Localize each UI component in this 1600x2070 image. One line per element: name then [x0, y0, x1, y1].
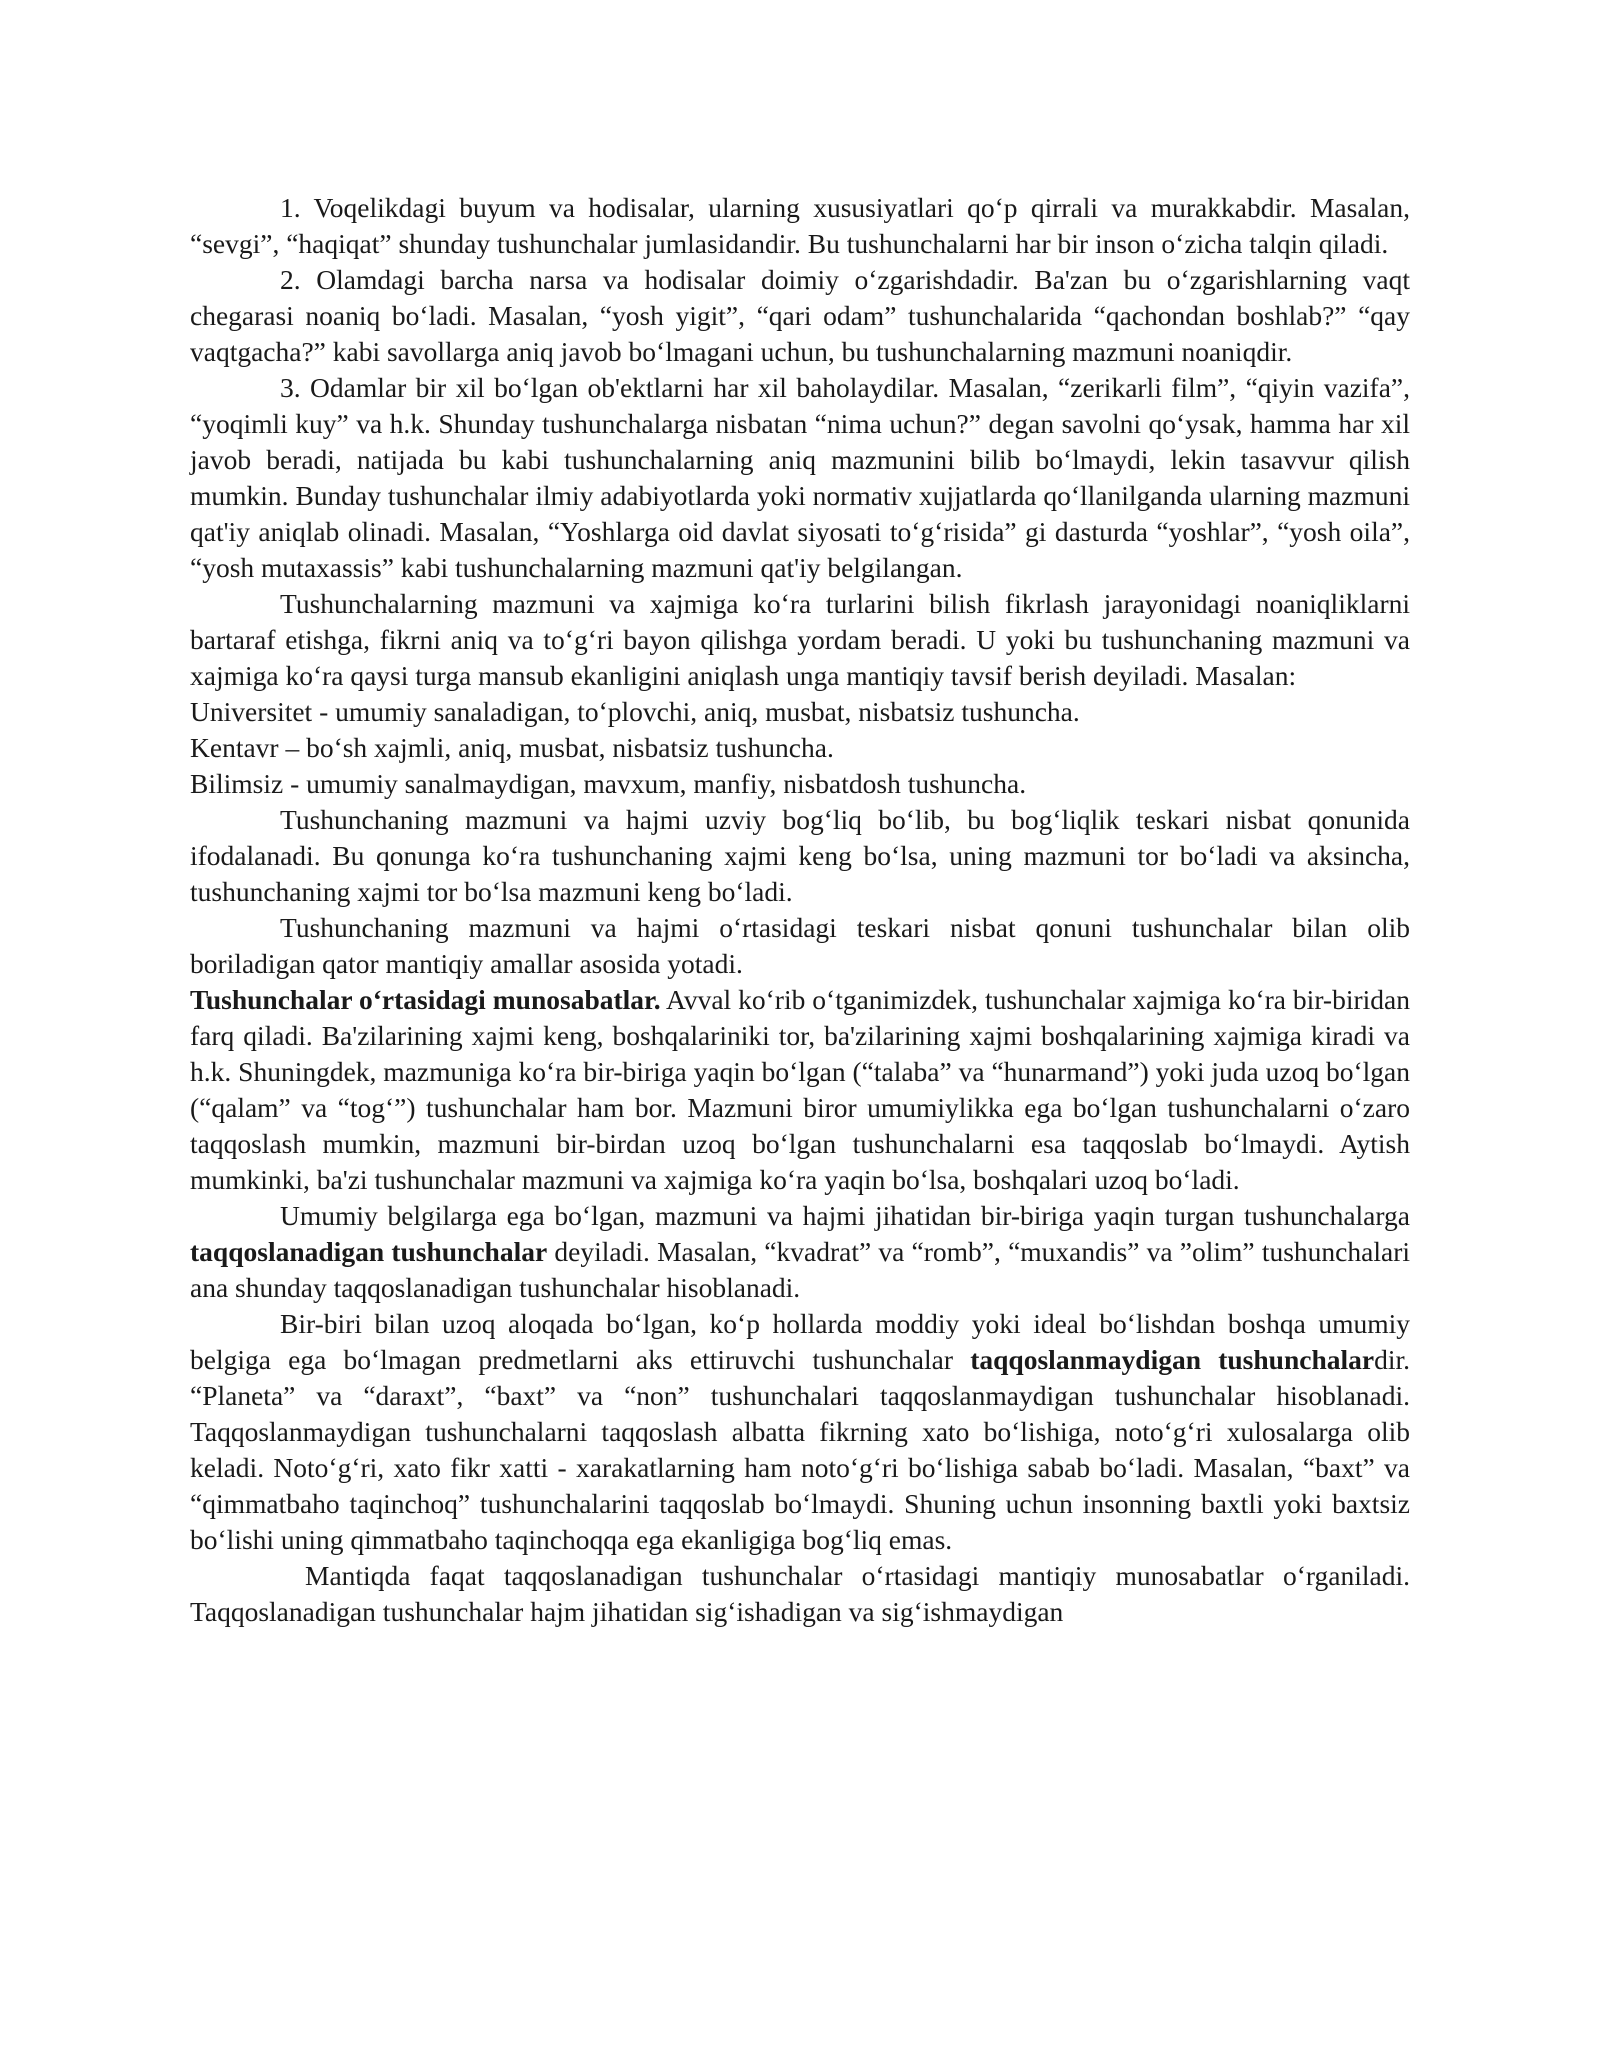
paragraph-3: 3. Odamlar bir xil bo‘lgan ob'ektlarni har xil baholaydilar. Masalan, “zerikarli film”, “qiyin vazifa”, “yoqimli kuy” va h.k. Shunday tushunchalarga nisbatan “nima uchun?” degan savolni qo‘ysak, hamma har xil javob beradi, natijada bu kabi tushunchalarning aniq mazmunini bilib bo‘lmaydi, lekin tasavvur qilish mumkin. Bunday tushunchalar ilmiy adabiyotlarda yoki normativ xujjatlarda qo‘llanilganda ularning mazmuni qat'iy aniqlab olinadi. Masalan, “Yoshlarga oid davlat siyosati to‘g‘risida” gi dasturda “yoshlar”, “yosh oila”, “yosh mutaxassis” kabi tushunchalarning mazmuni qat'iy belgilangan. [190, 372, 1410, 583]
paragraph-10: Mantiqda faqat taqqoslanadigan tushunchalar o‘rtasidagi mantiqiy munosabatlar o‘rganiladi. Taqqoslanadigan tushunchalar hajm jihatidan sig‘ishadigan va sig‘ishmaydigan [190, 1560, 1410, 1627]
section-heading: Tushunchalar o‘rtasidagi munosabatlar. [190, 984, 661, 1015]
paragraph-5: Tushunchaning mazmuni va hajmi uzviy bog‘liq bo‘lib, bu bog‘liqlik teskari nisbat qonunida ifodalanadi. Bu qonunga ko‘ra tushunchaning xajmi keng bo‘lsa, uning mazmuni tor bo‘ladi va aksincha, tushunchaning xajmi tor bo‘lsa mazmuni keng bo‘ladi. [190, 804, 1410, 907]
term-incomparable: taqqoslanmaydigan tushunchalar [970, 1344, 1375, 1375]
document-page [190, 190, 1410, 1630]
paragraph-9-text-a: Bir-biri bilan uzoq aloqada bo‘lgan, ko‘p hollarda moddiy yoki ideal bo‘lishdan boshqa umumiy belgiga ega bo‘lmagan predmetlarni aks ettiruvchi tushunchalar [190, 1308, 1410, 1375]
paragraph-8-text-a: Umumiy belgilarga ega bo‘lgan, mazmuni va hajmi jihatidan bir-biriga yaqin turgan tushunchalarga [280, 1200, 1410, 1231]
term-comparable: taqqoslanadigan tushunchalar [190, 1236, 548, 1267]
paragraph-7 [190, 982, 1410, 1198]
paragraph-4: Tushunchalarning mazmuni va xajmiga ko‘ra turlarini bilish fikrlash jarayonidagi noaniqliklarni bartaraf etishga, fikrni aniq va to‘g‘ri bayon qilishga yordam beradi. U yoki bu tushunchaning mazmuni va xajmiga ko‘ra qaysi turga mansub ekanligini aniqlash unga mantiqiy tavsif berish deyiladi. Masalan: [190, 588, 1410, 691]
paragraph-8 [190, 1198, 1410, 1306]
paragraph-2: 2. Olamdagi barcha narsa va hodisalar doimiy o‘zgarishdadir. Ba'zan bu o‘zgarishlarning vaqt chegarasi noaniq bo‘ladi. Masalan, “yosh yigit”, “qari odam” tushunchalarida “qachondan boshlab?” “qay vaqtgacha?” kabi savollarga aniq javob bo‘lmagani uchun, bu tushunchalarning mazmuni noaniqdir. [190, 264, 1410, 367]
paragraph-8-text-b: deyiladi. Masalan, “kvadrat” va “romb”, “muxandis” va ”olim” tushunchalari ana shunday taqqoslanadigan tushunchalar hisoblanadi. [190, 1236, 1410, 1303]
example-line-2: Kentavr – bo‘sh xajmli, aniq, musbat, nisbatsiz tushuncha. [190, 732, 834, 763]
paragraph-6: Tushunchaning mazmuni va hajmi o‘rtasidagi teskari nisbat qonuni tushunchalar bilan olib boriladigan qator mantiqiy amallar asosida yotadi. [190, 912, 1410, 979]
paragraph-1: 1. Voqelikdagi buyum va hodisalar, ularning xususiyatlari qo‘p qirrali va murakkabdir. Masalan, “sevgi”, “haqiqat” shunday tushunchalar jumlasidandir. Bu tushunchalarni har bir inson o‘zicha talqin qiladi. [190, 192, 1410, 259]
paragraph-7-text: Avval ko‘rib o‘tganimizdek, tushunchalar xajmiga ko‘ra bir-biridan farq qiladi. Ba'zilarining xajmi keng, boshqalariniki tor, ba'zilarining xajmi boshqalarining xajmiga kiradi va h.k. Shuningdek, mazmuniga ko‘ra bir-biriga yaqin bo‘lgan (“talaba” va “hunarmand”) yoki juda uzoq bo‘lgan (“qalam” va “tog‘”) tushunchalar ham bor. Mazmuni biror umumiylikka ega bo‘lgan tushunchalarni o‘zaro taqqoslash mumkin, mazmuni bir-birdan uzoq bo‘lgan tushunchalarni esa taqqoslab bo‘lmaydi. Aytish mumkinki, ba'zi tushunchalar mazmuni va xajmiga ko‘ra yaqin bo‘lsa, boshqalari uzoq bo‘ladi. [190, 984, 1410, 1195]
example-line-1: Universitet - umumiy sanaladigan, to‘plovchi, aniq, musbat, nisbatsiz tushuncha. [190, 696, 1080, 727]
example-line-3: Bilimsiz - umumiy sanalmaydigan, mavxum, manfiy, nisbatdosh tushuncha. [190, 768, 1027, 799]
paragraph-9-text-b: dir. “Planeta” va “daraxt”, “baxt” va “non” tushunchalari taqqoslanmaydigan tushunchalar hisoblanadi. Taqqoslanmaydigan tushunchalarni taqqoslash albatta fikrning xato bo‘lishiga, noto‘g‘ri xulosalarga olib keladi. Noto‘g‘ri, xato fikr xatti - xarakatlarning ham noto‘g‘ri bo‘lishiga sabab bo‘ladi. Masalan, “baxt” va “qimmatbaho taqinchoq” tushunchalarini taqqoslab bo‘lmaydi. Shuning uchun insonning baxtli yoki baxtsiz bo‘lishi uning qimmatbaho taqinchoqqa ega ekanligiga bog‘liq emas. [190, 1344, 1411, 1555]
paragraph-9 [190, 1306, 1410, 1558]
